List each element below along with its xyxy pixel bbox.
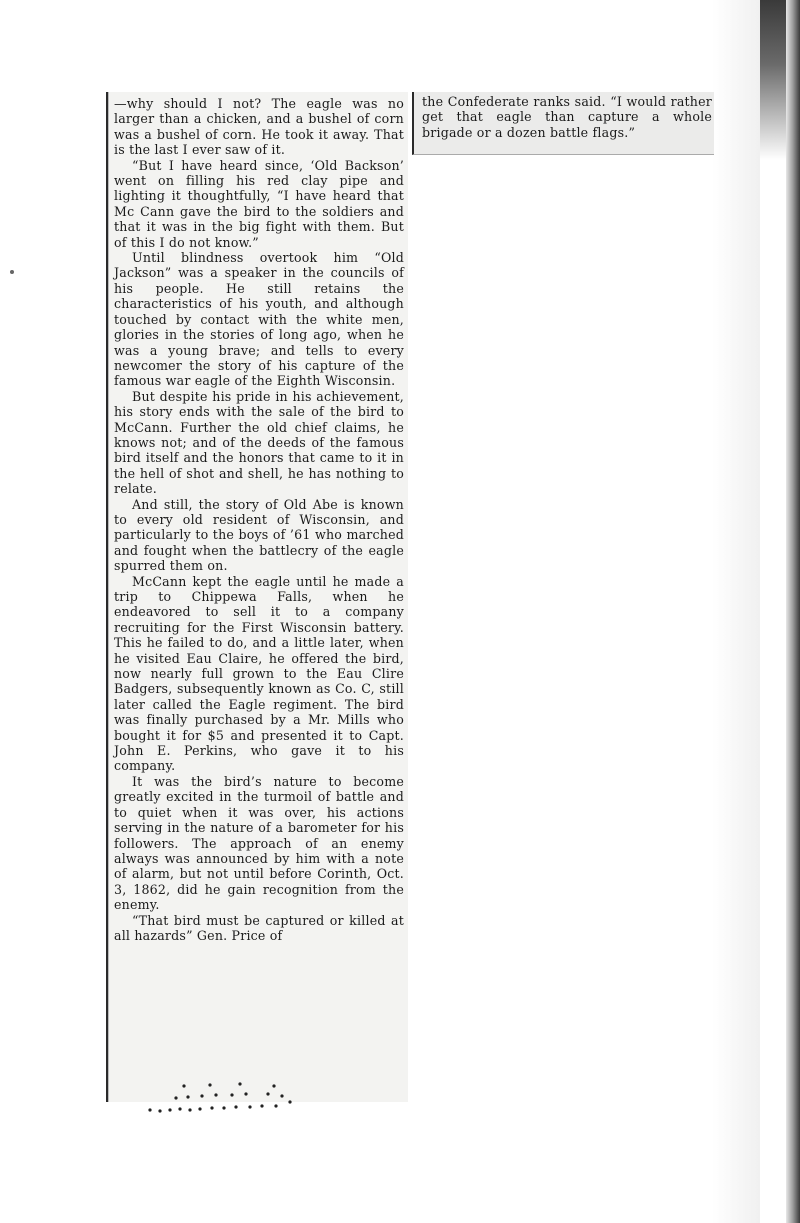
torn-edge-dots xyxy=(140,1080,300,1120)
article-paragraph: “But I have heard since, ‘Old Backson’ went on filling his red clay pipe and lighting it thoughtfully, “I have heard that Mc Cann gave the bird to the soldiers and that it was in the big fight with them. But of this I do not know.” xyxy=(114,157,404,250)
scan-page-edge xyxy=(786,0,800,1223)
newspaper-clipping-right xyxy=(412,92,714,155)
newspaper-clipping-left xyxy=(106,92,408,1102)
article-column-left xyxy=(114,96,404,943)
article-paragraph: “That bird must be captured or killed at all hazards” Gen. Price of xyxy=(114,912,404,943)
article-paragraph: —why should I not? The eagle was no larger than a chicken, and a bushel of corn was a bushel of corn. He took it away. That is the last I ever saw of it. xyxy=(114,96,404,158)
page-background-shade xyxy=(712,0,760,1223)
scan-speck xyxy=(10,270,14,274)
article-paragraph: But despite his pride in his achievement, his story ends with the sale of the bird to McCann. Further the old chief claims, he knows not; and of the deeds of the famous bird itself and the honors that came to it in the hell of shot and shell, he has nothing to relate. xyxy=(114,388,404,497)
article-paragraph: McCann kept the eagle until he made a trip to Chippewa Falls, when he endeavored to sell it to a company recruiting for the First Wisconsin battery. This he failed to do, and a little later, when he visited Eau Claire, he offered the bird, now nearly full grown to the Eau Clire Badgers, subsequently known as Co. C, still later called the Eagle regiment. The bird was finally purchased by a Mr. Mills who bought it for $5 and presented it to Capt. John E. Perkins, who gave it to his company. xyxy=(114,573,404,774)
article-column-right: the Confederate ranks said. “I would rather get that eagle than capture a whole brigade or a dozen battle flags.” xyxy=(422,94,712,140)
article-paragraph: And still, the story of Old Abe is known to every old resident of Wisconsin, and particularly to the boys of ’61 who marched and fought when the battlecry of the eagle spurred them on. xyxy=(114,496,404,574)
article-paragraph: It was the bird’s nature to become greatly excited in the turmoil of battle and to quiet when it was over, his actions serving in the nature of a barometer for his followers. The approach of an enemy always was announced by him with a note of alarm, but not until before Corinth, Oct. 3, 1862, did he gain recognition from the enemy. xyxy=(114,773,404,913)
article-paragraph: Until blindness overtook him “Old Jackson” was a speaker in the councils of his people. He still retains the characteristics of his youth, and although touched by contact with the white men, glories in the stories of long ago, when he was a young brave; and tells to every newcomer the story of his capture of the famous war eagle of the Eighth Wisconsin. xyxy=(114,250,404,389)
